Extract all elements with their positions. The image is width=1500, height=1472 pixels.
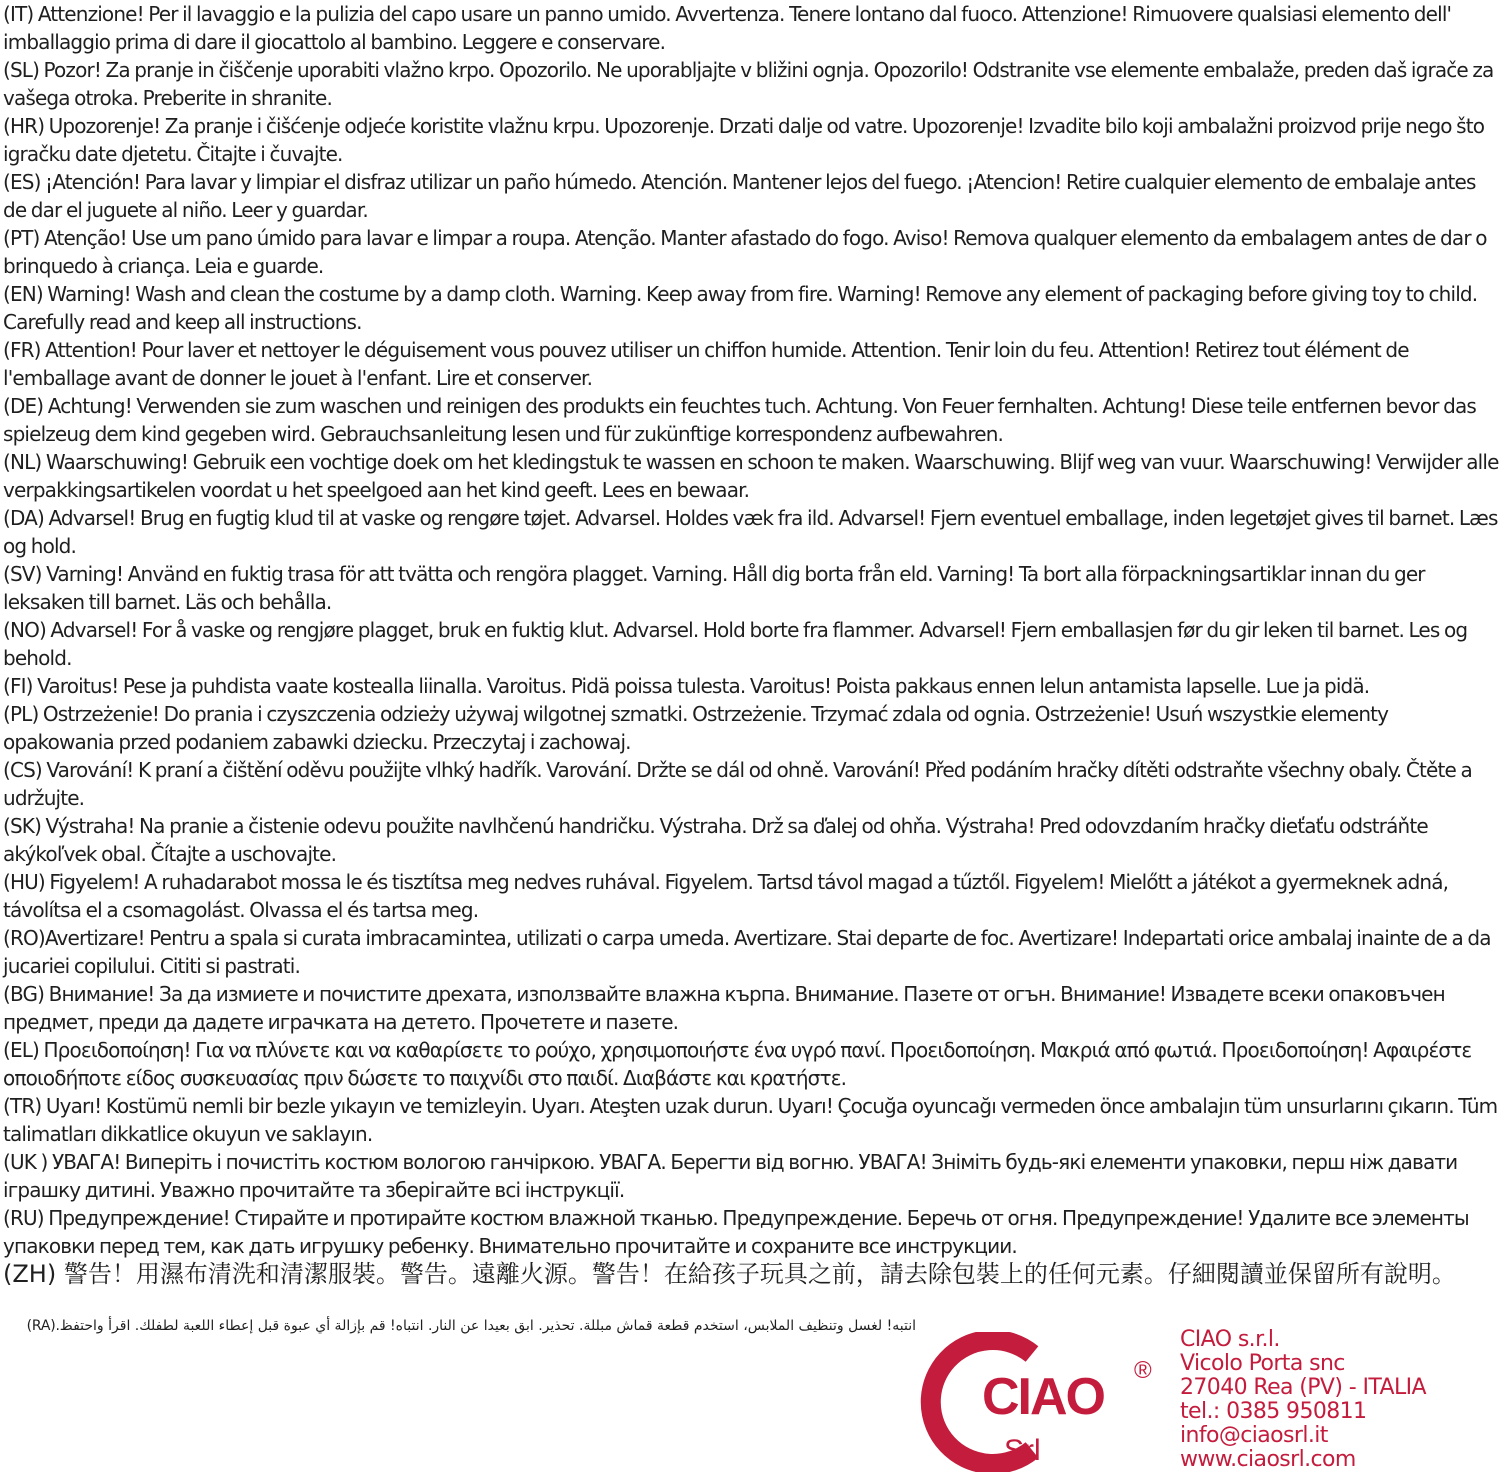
warning-fi: (FI) Varoitus! Pese ja puhdista vaate kostealla liinalla. Varoitus. Pidä poissa tulesta. Varoitus! Poista pakkaus ennen lelun antamista lapselle. Lue ja pidä. bbox=[3, 674, 1370, 698]
warning-hr: (HR) Upozorenje! Za pranje i čišćenje odjeće koristite vlažnu krpu. Upozorenje. Drzati dalje od vatre. Upozorenje! Izvadite bilo koji ambalažni proizvod prije nego što igračku date djetetu. Čitajte i čuvajte. bbox=[3, 114, 1485, 166]
warning-uk: (UK ) УВАГА! Виперіть і почистіть костюм вологою ганчіркою. УВАГА. Берегти від вогню. УВАГА! Зніміть будь-які елементи упаковки, перш ніж давати іграшку дитині. Уважно прочитайте та зберігайте всі інструкції. bbox=[3, 1150, 1458, 1202]
warning-de: (DE) Achtung! Verwenden sie zum waschen und reinigen des produkts ein feuchtes tuch. Achtung. Von Feuer fernhalten. Achtung! Diese teile entfernen bevor das spielzeug dem kind gegeben wird. Gebrauchsanleitung lesen und für zukünftige korrespondenz aufbewahren. bbox=[3, 394, 1476, 446]
warning-da: (DA) Advarsel! Brug en fugtig klud til at vaske og rengøre tøjet. Advarsel. Holdes væk fra ild. Advarsel! Fjern eventuel emballage, inden legetøjet gives til barnet. Læs og hold. bbox=[3, 506, 1498, 558]
warning-no: (NO) Advarsel! For å vaske og rengjøre plagget, bruk en fuktig klut. Advarsel. Hold borte fra flammer. Advarsel! Fjern emballasjen før du gir leken til barnet. Les og behold. bbox=[3, 618, 1468, 670]
warning-pl: (PL) Ostrzeżenie! Do prania i czyszczenia odzieży używaj wilgotnej szmatki. Ostrzeżenie. Trzymać zdala od ognia. Ostrzeżenie! Usuń wszystkie elementy opakowania przed podaniem zabawki dziecku. Przeczytaj i zachowaj. bbox=[3, 702, 1389, 754]
warning-sk: (SK) Výstraha! Na pranie a čistenie odevu použite navlhčenú handričku. Výstraha. Drž sa ďalej od ohňa. Výstraha! Pred odovzdaním hračky dieťaťu odstráňte akýkoľvek obal. Čítajte a uschovajte. bbox=[3, 814, 1428, 866]
warning-zh: (ZH) 警告！用濕布清洗和清潔服裝。警告。遠離火源。警告！在給孩子玩具之前，請去除包裝上的任何元素。仔細閱讀並保留所有說明。 bbox=[3, 1260, 1456, 1288]
warning-fr: (FR) Attention! Pour laver et nettoyer le déguisement vous pouvez utiliser un chiffon humide. Attention. Tenir loin du feu. Attention! Retirez tout élément de l'emballage avant de donner le jouet à l'enfant. Lire et conserver. bbox=[3, 338, 1409, 390]
warning-bg: (BG) Внимание! За да измиете и почистите дрехата, използвайте влажна кърпа. Внимание. Пазете от огън. Внимание! Извадете всеки опаковъчен предмет, преди да дадете играчката на детето. Прочетете и пазете. bbox=[3, 982, 1445, 1034]
warning-sv: (SV) Varning! Använd en fuktig trasa för att tvätta och rengöra plagget. Varning. Håll dig borta från eld. Varning! Ta bort alla förpackningsartiklar innan du ger leksaken till barnet. Läs och behålla. bbox=[3, 562, 1425, 614]
company-phone: tel.: 0385 950811 bbox=[1180, 1399, 1367, 1424]
ciao-srl-logo bbox=[920, 1332, 1170, 1472]
company-city: 27040 Rea (PV) - ITALIA bbox=[1180, 1375, 1426, 1400]
warning-it: (IT) Attenzione! Per il lavaggio e la pulizia del capo usare un panno umido. Avvertenza. Tenere lontano dal fuoco. Attenzione! Rimuovere qualsiasi elemento dell' imballaggio prima di dare il giocattolo al bambino. Leggere e conservare. bbox=[3, 2, 1452, 54]
warning-ru: (RU) Предупреждение! Стирайте и протирайте костюм влажной тканью. Предупреждение. Беречь от огня. Предупреждение! Удалите все элементы упаковки перед тем, как дать игрушку ребенку. Внимательно прочитайте и сохраните все инструкции. bbox=[3, 1206, 1469, 1258]
warning-hu: (HU) Figyelem! A ruhadarabot mossa le és tisztítsa meg nedves ruhával. Figyelem. Tartsd távol magad a tűztől. Figyelem! Mielőtt a játékot a gyermeknek adná, távolítsa el a csomagolást. Olvassa el és tartsa meg. bbox=[3, 870, 1449, 922]
warning-tr: (TR) Uyarı! Kostümü nemli bir bezle yıkayın ve temizleyin. Uyarı. Ateşten uzak durun. Uyarı! Çocuğa oyuncağı vermeden önce ambalajın tüm unsurlarını çıkarın. Tüm talimatları dikkatlice okuyun ve saklayın. bbox=[3, 1094, 1498, 1146]
company-contact-block bbox=[1180, 1328, 1496, 1472]
logo-registered-mark: ® bbox=[1134, 1357, 1152, 1384]
company-street: Vicolo Porta snc bbox=[1180, 1351, 1345, 1376]
logo-ciao-text: CIAO bbox=[982, 1368, 1104, 1426]
warning-sl: (SL) Pozor! Za pranje in čiščenje uporabiti vlažno krpo. Opozorilo. Ne uporabljajte v bližini ognja. Opozorilo! Odstranite vse elemente embalaže, preden daš igrače za vašega otroka. Preberite in shranite. bbox=[3, 58, 1494, 110]
warning-ro: (RO)Avertizare! Pentru a spala si curata imbracamintea, utilizati o carpa umeda. Avertizare. Stai departe de foc. Avertizare! Indepartati orice ambalaj inainte de a da jucariei copilului. Cititi si pastrati. bbox=[3, 926, 1491, 978]
company-website: www.ciaosrl.com bbox=[1180, 1447, 1356, 1472]
warning-cs: (CS) Varování! K praní a čištění oděvu použijte vlhký hadřík. Varování. Držte se dál od ohně. Varování! Před podáním hračky dítěti odstraňte všechny obaly. Čtěte a udržujte. bbox=[3, 758, 1472, 810]
warning-nl: (NL) Waarschuwing! Gebruik een vochtige doek om het kledingstuk te wassen en schoon te maken. Waarschuwing. Blijf weg van vuur. Waarschuwing! Verwijder alle verpakkingsartikelen voordat u het speelgoed aan het kind geeft. Lees en bewaar. bbox=[3, 450, 1499, 502]
warning-en: (EN) Warning! Wash and clean the costume by a damp cloth. Warning. Keep away from fire. Warning! Remove any element of packaging before giving toy to child. Carefully read and keep all instructions. bbox=[3, 282, 1478, 334]
logo-srl-text: Srl bbox=[1004, 1434, 1041, 1467]
warning-el: (EL) Προειδοποίηση! Για να πλύνετε και να καθαρίσετε το ρούχο, χρησιμοποιήστε ένα υγρό πανί. Προειδοποίηση. Μακριά από φωτιά. Προειδοποίηση! Αφαιρέστε οποιοδήποτε είδος συσκευασίας πριν δώσετε το παιχνίδι στο παιδί. Διαβάστε και κρατήστε. bbox=[3, 1038, 1472, 1090]
company-email: info@ciaosrl.it bbox=[1180, 1423, 1328, 1448]
warning-es: (ES) ¡Atención! Para lavar y limpiar el disfraz utilizar un paño húmedo. Atención. Mantener lejos del fuego. ¡Atencion! Retire cualquier elemento de embalaje antes de dar el juguete al niño. Leer y guardar. bbox=[3, 170, 1476, 222]
multilingual-warnings bbox=[3, 0, 1499, 1288]
warning-ar: (RA).انتبه! لغسل وتنظيف الملابس، استخدم قطعة قماش مبللة. تحذير. ابق بعيدا عن النار. انتباه! قم بإزالة أي عبوة قبل إعطاء اللعبة لطفلك. اقرأ واحتفظ bbox=[26, 1318, 916, 1334]
company-name: CIAO s.r.l. bbox=[1180, 1327, 1280, 1352]
warning-pt: (PT) Atenção! Use um pano úmido para lavar e limpar a roupa. Atenção. Manter afastado do fogo. Aviso! Remova qualquer elemento da embalagem antes de dar o brinquedo à criança. Leia e guarde. bbox=[3, 226, 1487, 278]
